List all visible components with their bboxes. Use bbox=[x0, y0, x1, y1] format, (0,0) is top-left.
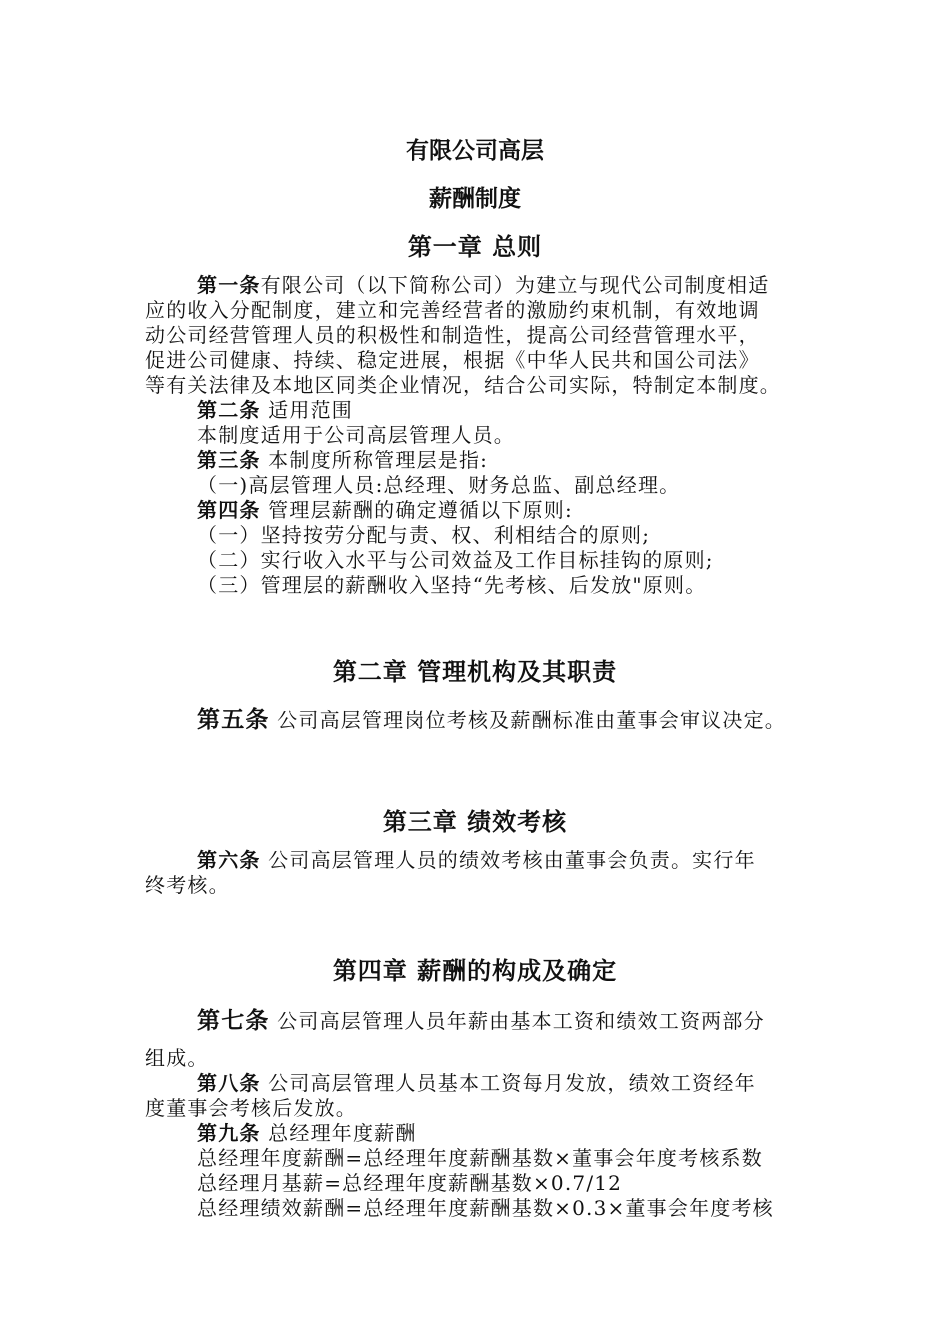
article-9-label: 第九条 bbox=[197, 1121, 261, 1145]
article-6-label: 第六条 bbox=[197, 848, 261, 872]
document-title: 有限公司高层 bbox=[406, 138, 544, 164]
article-4-text: 管理层薪酬的确定遵循以下原则: bbox=[260, 498, 573, 522]
chapter-3-heading: 第三章 绩效考核 bbox=[382, 808, 568, 836]
article-4-line bbox=[197, 498, 573, 522]
article-1-line-3: 动公司经营管理人员的积极性和制造性，提高公司经营管理水平， bbox=[145, 323, 760, 347]
article-3-line bbox=[197, 448, 488, 472]
article-3-label: 第三条 bbox=[197, 448, 261, 472]
article-4-label: 第四条 bbox=[197, 498, 261, 522]
article-1-label: 第一条 bbox=[197, 273, 261, 297]
article-7-text: 公司高层管理人员年薪由基本工资和绩效工资两部分 bbox=[269, 1009, 765, 1033]
article-7-line-1 bbox=[197, 1009, 765, 1033]
article-6-line-2: 终考核。 bbox=[145, 873, 230, 897]
article-2-body: 本制度适用于公司高层管理人员。 bbox=[197, 423, 515, 447]
article-4-item-2: （二）实行收入水平与公司效益及工作目标挂钩的原则; bbox=[197, 548, 714, 572]
article-4-item-1: （一）坚持按劳分配与责、权、利相结合的原则; bbox=[197, 523, 651, 547]
article-9-formula-1: 总经理年度薪酬=总经理年度薪酬基数×董事会年度考核系数 bbox=[197, 1146, 763, 1170]
article-5-label: 第五条 bbox=[197, 707, 270, 733]
article-9-line bbox=[197, 1121, 417, 1145]
article-7-label: 第七条 bbox=[197, 1008, 270, 1034]
article-8-line-1 bbox=[197, 1071, 756, 1095]
article-9-formula-3: 总经理绩效薪酬=总经理年度薪酬基数×0.3×董事会年度考核 bbox=[197, 1196, 774, 1220]
article-9-text: 总经理年度薪酬 bbox=[260, 1121, 417, 1145]
article-6-text: 公司高层管理人员的绩效考核由董事会负责。实行年 bbox=[260, 848, 756, 872]
article-6-line-1 bbox=[197, 848, 756, 872]
article-3-text: 本制度所称管理层是指: bbox=[260, 448, 489, 472]
article-1-line-2: 应的收入分配制度，建立和完善经营者的激励约束机制，有效地调 bbox=[145, 298, 760, 322]
article-1-text: 有限公司（以下简称公司）为建立与现代公司制度相适 bbox=[260, 273, 770, 297]
article-2-text: 适用范围 bbox=[260, 398, 353, 422]
document-subtitle: 薪酬制度 bbox=[429, 186, 521, 212]
chapter-2-heading: 第二章 管理机构及其职责 bbox=[332, 658, 618, 686]
article-8-text: 公司高层管理人员基本工资每月发放，绩效工资经年 bbox=[260, 1071, 756, 1095]
article-5-text: 公司高层管理岗位考核及薪酬标准由董事会审议决定。 bbox=[269, 708, 786, 732]
article-1-line-4: 促进公司健康、持续、稳定进展，根据《中华人民共和国公司法》 bbox=[145, 348, 760, 372]
article-1-line-5: 等有关法律及本地区同类企业情况，结合公司实际，特制定本制度。 bbox=[145, 373, 781, 397]
article-5-line bbox=[197, 708, 786, 732]
chapter-1-heading: 第一章 总则 bbox=[407, 233, 543, 261]
article-8-label: 第八条 bbox=[197, 1071, 261, 1095]
chapter-4-heading: 第四章 薪酬的构成及确定 bbox=[332, 957, 618, 985]
article-9-formula-2: 总经理月基薪=总经理年度薪酬基数×0.7/12 bbox=[197, 1171, 623, 1195]
article-7-line-2: 组成。 bbox=[145, 1046, 209, 1070]
article-1-line-1 bbox=[197, 273, 769, 297]
article-8-line-2: 度董事会考核后发放。 bbox=[145, 1096, 357, 1120]
article-2-label: 第二条 bbox=[197, 398, 261, 422]
article-4-item-3: （三）管理层的薪酬收入坚持“先考核、后发放"原则。 bbox=[197, 573, 707, 597]
article-3-item: （一)高层管理人员:总经理、财务总监、副总经理。 bbox=[197, 473, 681, 497]
article-2-line bbox=[197, 398, 353, 422]
